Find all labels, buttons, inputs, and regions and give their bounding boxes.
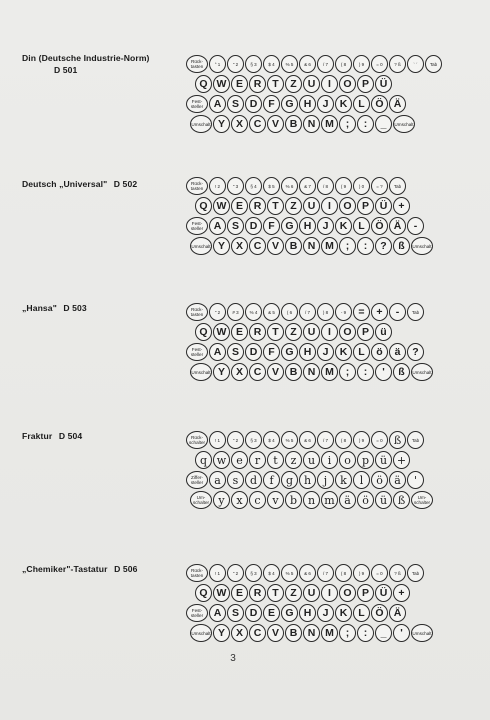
keyboard-key: D (245, 217, 262, 235)
keyboard-key: ü (375, 491, 392, 509)
keyboard-key: Umschalt (190, 363, 212, 381)
keyboard-key: y (213, 491, 230, 509)
keyboard-key: + (393, 451, 410, 469)
keyboard-key: w (213, 451, 230, 469)
keyboard-key: ; (339, 624, 356, 642)
keyboard-row (186, 362, 434, 382)
keyboard-key: D (245, 604, 262, 622)
keyboard-key: = (353, 303, 370, 321)
keyboard-key: = 0 (371, 55, 388, 73)
keyboard-key: H (299, 95, 316, 113)
keyboard-row (186, 450, 434, 470)
keyboard-key: + (393, 197, 410, 215)
keyboard-key: & 6 (299, 431, 316, 449)
keyboard-key: C (249, 237, 266, 255)
keyboard-key: Fest-steller (186, 95, 208, 113)
keyboard-key: Umschalt (411, 624, 433, 642)
keyboard-key: ; (339, 237, 356, 255)
keyboard-key: L (353, 343, 370, 361)
keyboard-key: A (209, 217, 226, 235)
keyboard-key: Ö (371, 217, 388, 235)
keyboard-key: Y (213, 363, 230, 381)
keyboard-key: ) 9 (353, 431, 370, 449)
keyboard-key: " 2 (209, 303, 226, 321)
keyboard-key: J (317, 343, 334, 361)
keyboard-key: L (353, 95, 370, 113)
keyboard-key: § 4 (245, 177, 262, 195)
keyboard-key: I (321, 197, 338, 215)
keyboard-section-d503 (0, 302, 490, 392)
keyboard-key: W (213, 323, 230, 341)
keyboard-key: o (339, 451, 356, 469)
keyboard-row (186, 114, 443, 134)
keyboard-key: H (299, 217, 316, 235)
keyboard-key: Q (195, 75, 212, 93)
keyboard-diagram (186, 563, 434, 643)
keyboard-key: - 9 (335, 303, 352, 321)
keyboard-key: i (321, 451, 338, 469)
keyboard-key: $ 4 (263, 564, 280, 582)
keyboard-key: Umschalt (411, 363, 433, 381)
keyboard-key: ß (393, 491, 410, 509)
keyboard-key: ! 1 (209, 564, 226, 582)
keyboard-key: d (245, 471, 262, 489)
keyboard-key: ( 6 (281, 303, 298, 321)
keyboard-key: V (267, 624, 284, 642)
keyboard-key: g (281, 471, 298, 489)
keyboard-key: s (227, 471, 244, 489)
keyboard-key: ( 8 (335, 564, 352, 582)
keyboard-key: / 7 (299, 303, 316, 321)
keyboard-row (186, 302, 434, 322)
keyboard-key: O (339, 584, 356, 602)
keyboard-key: : (357, 624, 374, 642)
keyboard-key: $ 5 (263, 177, 280, 195)
keyboard-key: K (335, 217, 352, 235)
keyboard-key: L (353, 604, 370, 622)
keyboard-key: a (209, 471, 226, 489)
keyboard-key: M (321, 237, 338, 255)
keyboard-key: % 6 (281, 177, 298, 195)
keyboard-key: X (231, 115, 248, 133)
keyboard-key: ä (339, 491, 356, 509)
keyboard-key: N (303, 237, 320, 255)
keyboard-key: A (209, 604, 226, 622)
keyboard-key: Tab (407, 564, 424, 582)
keyboard-key: Z (285, 197, 302, 215)
keyboard-key: r (249, 451, 266, 469)
keyboard-key: x (231, 491, 248, 509)
keyboard-key: § 3 (245, 564, 262, 582)
keyboard-key: ° 1 (209, 55, 226, 73)
keyboard-key: $ 4 (263, 431, 280, 449)
keyboard-key: V (267, 237, 284, 255)
keyboard-key: O (339, 323, 356, 341)
keyboard-key: I (321, 584, 338, 602)
keyboard-key: I (321, 75, 338, 93)
keyboard-key: & 6 (299, 55, 316, 73)
keyboard-key: : (357, 363, 374, 381)
keyboard-key: S (227, 604, 244, 622)
keyboard-key: Z (285, 323, 302, 341)
keyboard-key: T (267, 75, 284, 93)
keyboard-row (186, 623, 434, 643)
keyboard-key: Umschalt (190, 237, 212, 255)
keyboard-key: E (231, 75, 248, 93)
keyboard-key: n (303, 491, 320, 509)
keyboard-diagram (186, 302, 434, 382)
keyboard-key: u (303, 451, 320, 469)
keyboard-key: ö (357, 491, 374, 509)
section-title: Fraktur (22, 431, 53, 441)
keyboard-key: Fest-steller (186, 217, 208, 235)
keyboard-row (186, 322, 434, 342)
keyboard-diagram (186, 54, 443, 134)
keyboard-key: G (281, 604, 298, 622)
keyboard-key: Ä (389, 95, 406, 113)
keyboard-key: ß (393, 237, 410, 255)
keyboard-key: G (281, 217, 298, 235)
keyboard-key: D (245, 95, 262, 113)
keyboard-row (186, 236, 434, 256)
keyboard-key: B (285, 624, 302, 642)
keyboard-key: ' (407, 471, 424, 489)
keyboard-row (186, 196, 434, 216)
keyboard-key: % 4 (245, 303, 262, 321)
keyboard-key: ) 0 (353, 177, 370, 195)
keyboard-key: j (317, 471, 334, 489)
keyboard-key: # 3 (227, 303, 244, 321)
keyboard-key: % 5 (281, 564, 298, 582)
keyboard-key: Umschalt (411, 237, 433, 255)
keyboard-key: Rück-tasten (186, 303, 208, 321)
keyboard-key: / 7 (317, 431, 334, 449)
page-number: 3 (230, 653, 236, 664)
keyboard-key: ( 8 (335, 55, 352, 73)
keyboard-key: P (357, 584, 374, 602)
keyboard-key: Ö (371, 604, 388, 622)
keyboard-key: $ 4 (263, 55, 280, 73)
keyboard-key: = 0 (371, 564, 388, 582)
keyboard-row (186, 490, 434, 510)
keyboard-key: ; (339, 363, 356, 381)
keyboard-row (186, 470, 434, 490)
keyboard-key: + (393, 584, 410, 602)
keyboard-diagram (186, 176, 434, 256)
keyboard-key: Rück-tasten (186, 564, 208, 582)
keyboard-key: ü (375, 451, 392, 469)
keyboard-key: ( 8 (335, 431, 352, 449)
keyboard-key: L (353, 217, 370, 235)
section-code: D 504 (58, 431, 83, 441)
keyboard-key: z (285, 451, 302, 469)
keyboard-key: = ? (371, 177, 388, 195)
keyboard-key: c (249, 491, 266, 509)
keyboard-key: Um-schalter (411, 491, 433, 509)
keyboard-section-d502 (0, 178, 490, 268)
keyboard-key: N (303, 363, 320, 381)
keyboard-key: M (321, 363, 338, 381)
keyboard-key: : (357, 115, 374, 133)
keyboard-key: R (249, 75, 266, 93)
keyboard-key: ß (393, 363, 410, 381)
keyboard-key: ! 2 (209, 177, 226, 195)
keyboard-key: R (249, 584, 266, 602)
keyboard-section-d504 (0, 430, 490, 520)
keyboard-key: b (285, 491, 302, 509)
keyboard-key: & 7 (299, 177, 316, 195)
keyboard-key: E (231, 323, 248, 341)
keyboard-key: K (335, 343, 352, 361)
section-label (22, 302, 87, 314)
keyboard-key: ß (389, 431, 406, 449)
keyboard-key: ? (375, 237, 392, 255)
section-title: „Chemiker"-Tastatur (22, 564, 108, 574)
section-title: Din (Deutsche Industrie-Norm) (22, 53, 150, 63)
section-label (22, 178, 137, 190)
keyboard-key: A (209, 343, 226, 361)
keyboard-key: T (267, 197, 284, 215)
section-label (22, 430, 82, 442)
keyboard-key: F (263, 343, 280, 361)
keyboard-key: & 6 (299, 564, 316, 582)
keyboard-key: U (303, 75, 320, 93)
keyboard-key: Q (195, 323, 212, 341)
keyboard-key: & 5 (263, 303, 280, 321)
keyboard-row (186, 94, 443, 114)
keyboard-key: % 5 (281, 55, 298, 73)
keyboard-key: ö (371, 471, 388, 489)
keyboard-row (186, 74, 443, 94)
keyboard-key: ' (393, 624, 410, 642)
keyboard-key: e (231, 451, 248, 469)
keyboard-key: G (281, 343, 298, 361)
keyboard-key: : (357, 237, 374, 255)
keyboard-key: J (317, 604, 334, 622)
keyboard-key: S (227, 217, 244, 235)
keyboard-key: A (209, 95, 226, 113)
keyboard-key: Tab (407, 431, 424, 449)
keyboard-key: h (299, 471, 316, 489)
keyboard-key: B (285, 115, 302, 133)
keyboard-key: U (303, 323, 320, 341)
keyboard-key: Um-schalter (190, 491, 212, 509)
keyboard-key: m (321, 491, 338, 509)
keyboard-key: H (299, 604, 316, 622)
keyboard-key: Z (285, 584, 302, 602)
keyboard-key: ? ß (389, 55, 406, 73)
keyboard-key: N (303, 624, 320, 642)
keyboard-key: F (263, 217, 280, 235)
keyboard-key: ! 1 (209, 431, 226, 449)
keyboard-key: X (231, 624, 248, 642)
keyboard-key: S (227, 95, 244, 113)
keyboard-row (186, 176, 434, 196)
keyboard-key: W (213, 197, 230, 215)
keyboard-key: " 2 (227, 564, 244, 582)
keyboard-key: C (249, 624, 266, 642)
keyboard-key: Tab (425, 55, 442, 73)
keyboard-key: Y (213, 115, 230, 133)
keyboard-key: _ (375, 624, 392, 642)
keyboard-key: ` ´ (407, 55, 424, 73)
keyboard-key: ) 8 (317, 303, 334, 321)
keyboard-diagram (186, 430, 434, 510)
keyboard-key: Ö (371, 95, 388, 113)
keyboard-key: J (317, 217, 334, 235)
keyboard-key: E (231, 584, 248, 602)
keyboard-key: Ü (375, 197, 392, 215)
section-code: D 503 (63, 303, 87, 313)
keyboard-key: R (249, 197, 266, 215)
keyboard-key: § 3 (245, 431, 262, 449)
keyboard-key: I (321, 323, 338, 341)
keyboard-key: T (267, 584, 284, 602)
keyboard-key: " 2 (227, 431, 244, 449)
keyboard-key: V (267, 115, 284, 133)
keyboard-key: Ä (389, 217, 406, 235)
keyboard-key: T (267, 323, 284, 341)
keyboard-key: Ü (375, 75, 392, 93)
section-code: D 506 (114, 564, 138, 574)
keyboard-key: Ä (389, 604, 406, 622)
keyboard-key: C (249, 115, 266, 133)
keyboard-key: Y (213, 237, 230, 255)
keyboard-key: N (303, 115, 320, 133)
keyboard-key: P (357, 323, 374, 341)
keyboard-key: ( 9 (335, 177, 352, 195)
keyboard-key: ? ß (389, 564, 406, 582)
keyboard-key: U (303, 197, 320, 215)
section-code: D 501 (54, 65, 78, 75)
keyboard-key: K (335, 604, 352, 622)
keyboard-key: § 3 (245, 55, 262, 73)
keyboard-row (186, 430, 434, 450)
keyboard-row (186, 216, 434, 236)
keyboard-key: D (245, 343, 262, 361)
keyboard-key: Z (285, 75, 302, 93)
keyboard-key: O (339, 75, 356, 93)
keyboard-row (186, 583, 434, 603)
keyboard-key: K (335, 95, 352, 113)
keyboard-key: Rück-tasten (186, 177, 208, 195)
keyboard-key: E (231, 197, 248, 215)
keyboard-key: t (267, 451, 284, 469)
keyboard-key: W (213, 75, 230, 93)
keyboard-key: X (231, 237, 248, 255)
keyboard-key: P (357, 197, 374, 215)
section-title: „Hansa" (22, 303, 57, 313)
keyboard-key: " 2 (227, 55, 244, 73)
keyboard-key: Fest-steller (186, 343, 208, 361)
keyboard-key: Y (213, 624, 230, 642)
keyboard-key: f (263, 471, 280, 489)
keyboard-key: X (231, 363, 248, 381)
keyboard-key: Ziffer-steller (186, 471, 208, 489)
keyboard-key: q (195, 451, 212, 469)
keyboard-key: J (317, 95, 334, 113)
keyboard-key: G (281, 95, 298, 113)
keyboard-key: F (263, 95, 280, 113)
keyboard-key: - (389, 303, 406, 321)
keyboard-key: H (299, 343, 316, 361)
keyboard-key: " 3 (227, 177, 244, 195)
keyboard-section-d506 (0, 563, 490, 653)
keyboard-key: O (339, 197, 356, 215)
keyboard-key: / 7 (317, 55, 334, 73)
keyboard-key: / 7 (317, 564, 334, 582)
keyboard-key: Umschalt (393, 115, 415, 133)
section-label (22, 563, 138, 575)
keyboard-key: v (267, 491, 284, 509)
keyboard-row (186, 342, 434, 362)
keyboard-key: P (357, 75, 374, 93)
keyboard-key: B (285, 237, 302, 255)
keyboard-key: M (321, 624, 338, 642)
keyboard-key: M (321, 115, 338, 133)
keyboard-key: Fest-steller (186, 604, 208, 622)
keyboard-key: p (357, 451, 374, 469)
keyboard-key: Q (195, 197, 212, 215)
keyboard-key: S (227, 343, 244, 361)
keyboard-key: B (285, 363, 302, 381)
keyboard-key: ) 9 (353, 564, 370, 582)
keyboard-key: Tab (389, 177, 406, 195)
keyboard-key: Tab (407, 303, 424, 321)
keyboard-key: Umschalt (190, 624, 212, 642)
keyboard-key: U (303, 584, 320, 602)
keyboard-row (186, 563, 434, 583)
keyboard-key: / 8 (317, 177, 334, 195)
keyboard-key: = 0 (371, 431, 388, 449)
keyboard-key: ö (371, 343, 388, 361)
section-code: D 502 (113, 179, 138, 189)
keyboard-key: Rück-tasten (186, 55, 208, 73)
keyboard-key: ? (407, 343, 424, 361)
keyboard-key: C (249, 363, 266, 381)
keyboard-key: W (213, 584, 230, 602)
keyboard-key: ä (389, 343, 406, 361)
keyboard-key: ä (389, 471, 406, 489)
keyboard-section-d501 (0, 52, 490, 142)
keyboard-key: ' (375, 363, 392, 381)
keyboard-key: Q (195, 584, 212, 602)
keyboard-key: R (249, 323, 266, 341)
keyboard-key: ü (375, 323, 392, 341)
keyboard-key: Umschalt (190, 115, 212, 133)
keyboard-key: ; (339, 115, 356, 133)
keyboard-row (186, 603, 434, 623)
keyboard-key: ) 9 (353, 55, 370, 73)
section-title: Deutsch „Universal" (22, 179, 108, 189)
keyboard-key: k (335, 471, 352, 489)
keyboard-row (186, 54, 443, 74)
keyboard-key: % 5 (281, 431, 298, 449)
keyboard-key: Rück-schalter (186, 431, 208, 449)
section-label (22, 52, 150, 76)
keyboard-key: + (371, 303, 388, 321)
keyboard-key: l (353, 471, 370, 489)
keyboard-key: Ü (375, 584, 392, 602)
keyboard-key: - (407, 217, 424, 235)
keyboard-key: E (263, 604, 280, 622)
keyboard-key: _ (375, 115, 392, 133)
keyboard-key: V (267, 363, 284, 381)
